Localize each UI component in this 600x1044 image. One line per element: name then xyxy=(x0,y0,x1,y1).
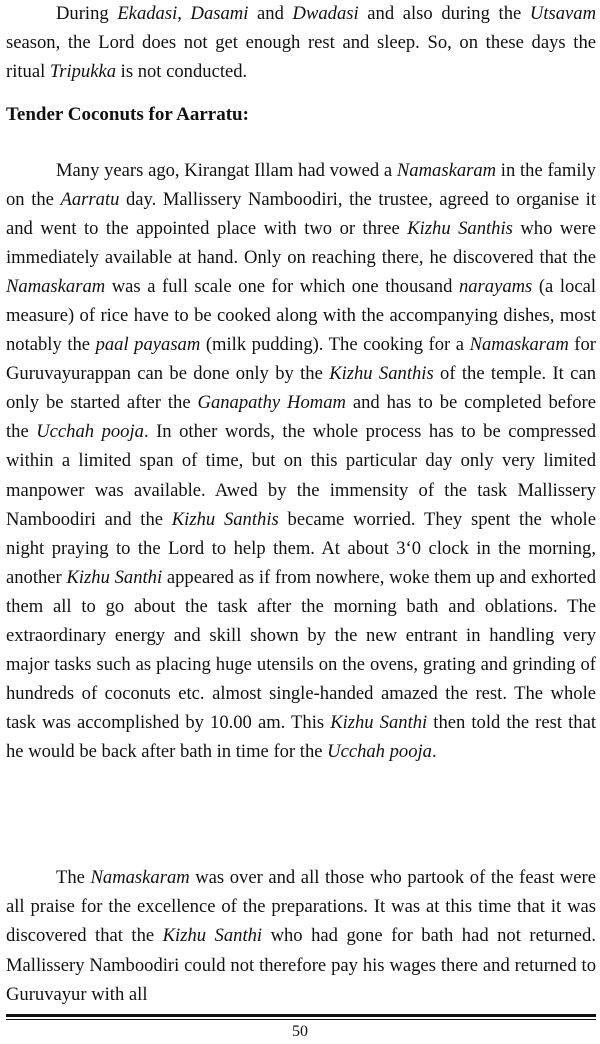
text-run: . xyxy=(431,740,437,762)
text-run: then told the rest that he would be back after bath in time for the xyxy=(6,711,596,762)
text-run: (milk pudding). The cooking for a xyxy=(200,334,470,356)
italic-term: Ganapathy Homam xyxy=(197,392,346,414)
text-run: season, the Lord does not get enough rest and sleep. So, on these days the ritual xyxy=(6,32,596,83)
text-run: Many years ago, Kirangat Illam had vowed a xyxy=(56,160,397,181)
text-run: who were immediately available at hand. Only on reaching there, he discovered that the xyxy=(6,218,597,269)
footer-rule-thin xyxy=(6,1019,596,1020)
text-run: appeared as if from nowhere, woke them up and exhorted them all to go about the task after the morning bath and oblations. The extraordinary energy and skill shown by the new entrant in handling very major tasks such as placing huge utensils on the ovens, grating and grinding of hundreds of coconuts etc. almost single-handed amazed the rest. The whole task was accomplished by 10.00 am. This xyxy=(6,566,596,733)
italic-term: paal payasam xyxy=(95,334,201,356)
paragraph-ritual-tripukka xyxy=(6,0,596,87)
italic-term: Kizhu Santhi xyxy=(66,566,163,588)
italic-term: Ucchah pooja xyxy=(327,740,432,762)
italic-term: Kizhu Santhi xyxy=(162,925,263,947)
text-run: day. Mallissery Namboodiri, the trustee, agreed to organise it and went to the appointed place with two or three xyxy=(6,189,597,240)
text-run: in the family on the xyxy=(6,160,596,211)
text-run: , xyxy=(177,3,191,24)
italic-term: Tripukka xyxy=(49,61,117,83)
text-run: During xyxy=(56,3,118,24)
text-run: is not conducted. xyxy=(116,61,248,83)
italic-term: Utsavam xyxy=(529,3,596,24)
text-run: was over and all those who partook of the feast were all praise for the excellence of the preparations. It was at this time that it was discovered that the xyxy=(6,867,596,947)
italic-term: Dwadasi xyxy=(292,3,359,24)
text-run: became worried. They spent the whole night praying to the Lord to help them. At about 3‘0 clock in the morning, another xyxy=(6,508,596,588)
italic-term: Namaskaram xyxy=(469,334,569,356)
text-run: and xyxy=(248,3,293,24)
text-run: for Guruvayurappan can be done only by the xyxy=(6,334,596,385)
section-heading: Tender Coconuts for Aarratu: xyxy=(6,104,249,125)
italic-term: Namaskaram xyxy=(90,867,190,888)
italic-term: Aarratu xyxy=(60,189,120,211)
text-run: and also during the xyxy=(358,3,530,24)
page-number: 50 xyxy=(292,1023,308,1040)
text-run: (a local measure) of rice have to be cooked along with the accompanying dishes, most notably the xyxy=(6,276,596,356)
text-run: who had gone for bath had not returned. Mallissery Namboodiri could not therefore pay his wages there and returned to Guruvayur with all xyxy=(6,925,596,1005)
text-run: was a full scale one for which one thousand xyxy=(105,276,459,298)
italic-term: Kizhu Santhis xyxy=(329,363,434,385)
text-run: and has to be completed before the xyxy=(6,392,596,443)
footer-rule-thick xyxy=(6,1014,596,1017)
italic-term: Kizhu Santhis xyxy=(407,218,513,240)
italic-term: Ucchah pooja xyxy=(36,421,144,443)
italic-term: Kizhu Santhis xyxy=(171,508,279,530)
text-run: . In other words, the whole process has to be compressed within a limited span of time, but on this particular day only very limited manpower was available. Awed by the immensity of the task Mallissery Namboodiri and the xyxy=(6,421,596,530)
text-run: The xyxy=(56,867,91,888)
italic-term: narayams xyxy=(458,276,533,298)
italic-term: Namaskaram xyxy=(6,276,106,298)
italic-term: Kizhu Santhi xyxy=(330,711,428,733)
italic-term: Ekadasi xyxy=(117,3,178,24)
paragraph-namaskaram-story xyxy=(6,156,596,766)
italic-term: Namaskaram xyxy=(396,160,497,181)
text-run: of the temple. It can only be started after the xyxy=(6,363,596,414)
paragraph-feast-aftermath xyxy=(6,863,596,1009)
italic-term: Dasami xyxy=(190,3,249,24)
